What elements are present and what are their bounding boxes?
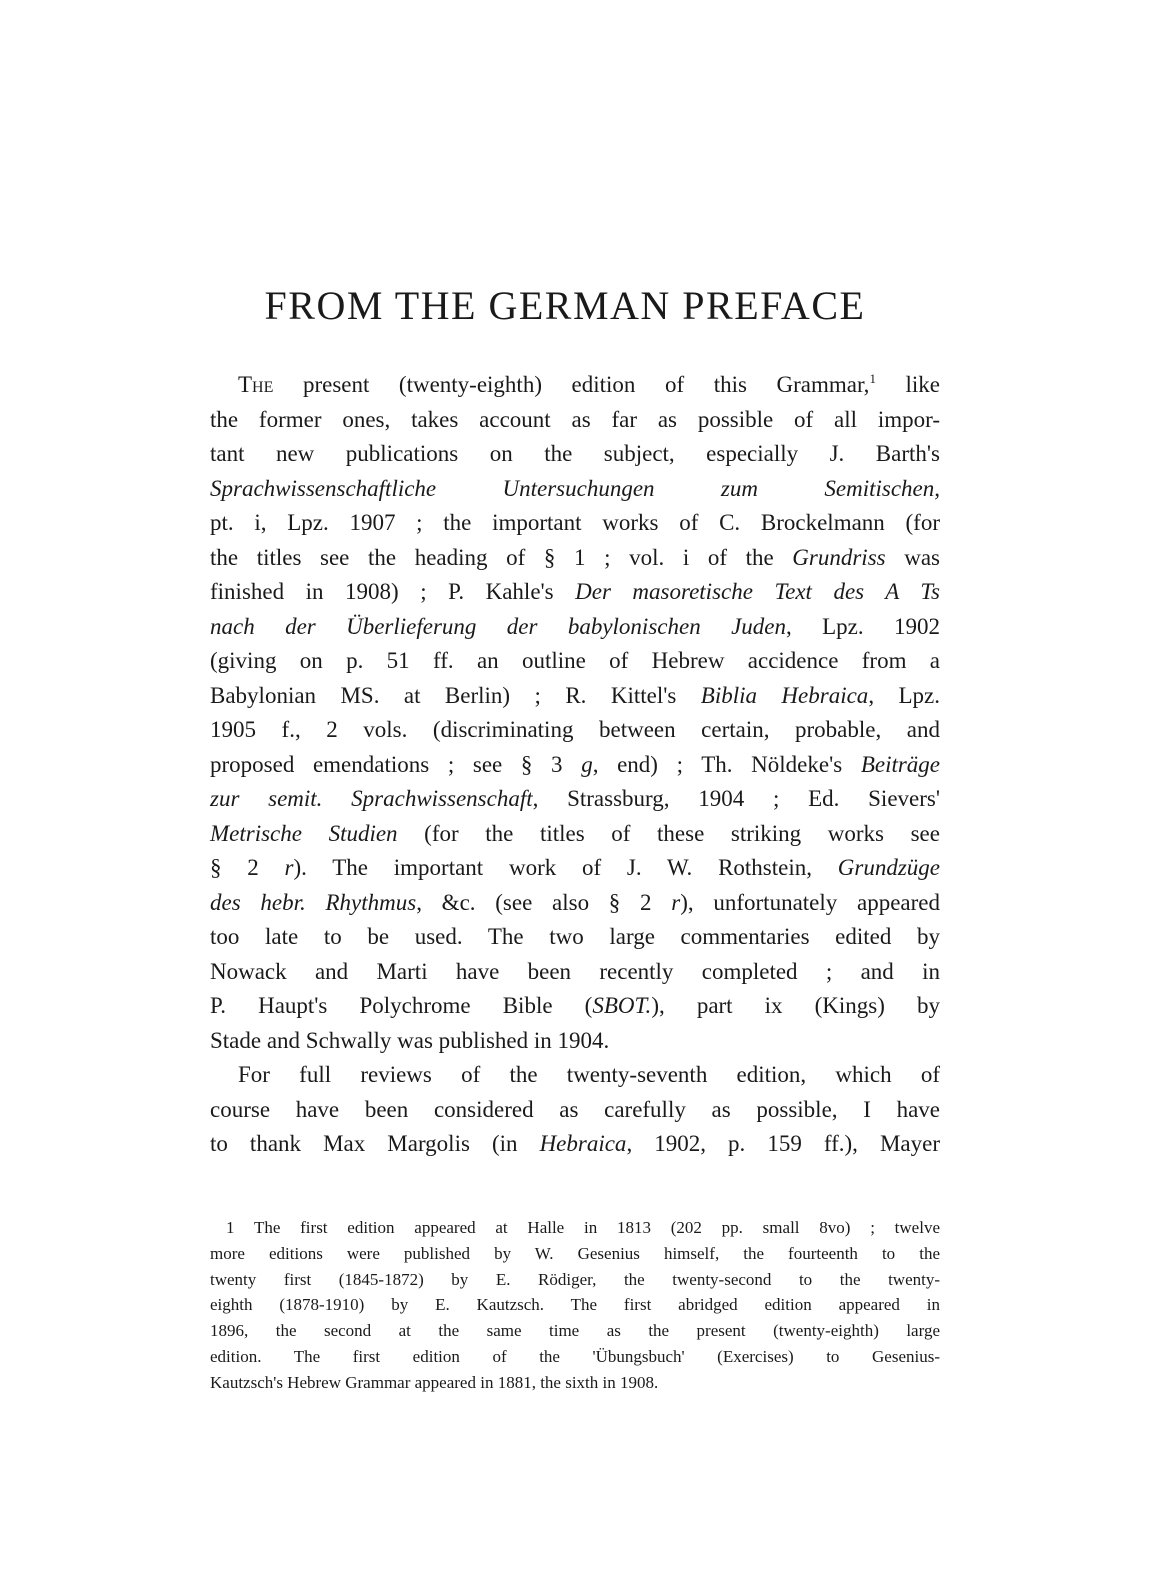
italic-text: Beiträge (860, 751, 941, 777)
footnote-line: Kautzsch's Hebrew Grammar appeared in 1881, the sixth in 1908. (210, 1372, 659, 1392)
text-line (210, 610, 940, 645)
text-line (210, 955, 940, 990)
text-span: was (885, 544, 940, 570)
text-line (210, 368, 940, 403)
text-span: finished in 1908) ; P. Kahle's (210, 579, 576, 604)
text-line (210, 713, 940, 748)
preface-body (210, 368, 940, 1162)
italic-text: Biblia Hebraica (700, 682, 869, 708)
text-span: ), part ix (Kings) by (651, 993, 941, 1018)
text-line (210, 472, 940, 507)
text-span: , 1902, p. 159 ff.), Mayer (626, 1131, 940, 1156)
italic-text: Grundriss (792, 544, 886, 570)
footnote-line: twenty first (1845-1872) by E. Rödiger, the twenty-second to the twenty- (210, 1269, 940, 1289)
text-line (210, 575, 940, 610)
text-span: ). The important work of J. W. Rothstein, (293, 855, 838, 880)
text-line (210, 541, 940, 576)
text-line (210, 851, 940, 886)
text-span: too late to be used. The two large commentaries edited by (210, 924, 940, 949)
text-span: 1905 f., 2 vols. (discriminating between certain, probable, and (210, 717, 940, 742)
text-span: , Lpz. (868, 682, 941, 708)
italic-text: Metrische Studien (210, 820, 398, 846)
text-line (210, 679, 940, 714)
text-line (210, 1093, 940, 1128)
text-span: (for the titles of these striking works see (397, 820, 940, 846)
text-line (210, 403, 940, 438)
text-span: to thank Max Margolis (in (210, 1131, 540, 1156)
page-title: FROM THE GERMAN PREFACE (264, 283, 866, 328)
text-line (210, 782, 940, 817)
text-span: P. Haupt's Polychrome Bible ( (210, 993, 593, 1018)
text-span: course have been considered as carefully as possible, I have (210, 1096, 940, 1122)
italic-text: zur semit. Sprachwissenschaft (210, 786, 533, 811)
italic-text: Hebraica (539, 1131, 627, 1156)
text-span: § 2 (210, 855, 285, 880)
italic-text: des hebr. Rhythmus (210, 889, 417, 915)
footnote-line: eighth (1878-1910) by E. Kautzsch. The first abridged edition appeared in (210, 1295, 940, 1315)
text-span: present (twenty-eighth) edition of this Grammar, (273, 372, 870, 397)
text-span: Stade and Schwally was published in 1904. (210, 1027, 610, 1053)
text-span: pt. i, Lpz. 1907 ; the important works of C. Brockelmann (for (210, 510, 940, 535)
italic-text: SBOT. (592, 993, 652, 1018)
text-line (210, 989, 940, 1024)
text-line (210, 644, 940, 679)
small-caps-text: The (238, 372, 274, 397)
text-span: For full reviews of the twenty-seventh edition, which of (238, 1062, 940, 1087)
italic-text: Sprachwissenschaftliche Untersuchungen zum Semitischen, (210, 475, 940, 501)
text-line (210, 748, 940, 783)
footnote-line: 1896, the second at the same time as the present (twenty-eighth) large (210, 1321, 940, 1341)
text-line (210, 886, 940, 921)
text-span: , end) ; Th. Nöldeke's (592, 751, 861, 777)
text-line (210, 920, 940, 955)
text-span: like (875, 372, 940, 397)
text-span: , Lpz. 1902 (785, 613, 940, 639)
italic-text: Grundzüge (837, 855, 940, 880)
italic-text: r (671, 889, 681, 915)
text-span: tant new publications on the subject, especially J. Barth's (210, 441, 940, 466)
text-line (210, 506, 940, 541)
text-span: ), unfortunately appeared (680, 889, 940, 915)
footnote-line: 1 The first edition appeared at Halle in 1813 (202 pp. small 8vo) ; twelve (226, 1218, 940, 1237)
footnote-marker: 1 (869, 371, 876, 386)
text-line (210, 1058, 940, 1093)
text-span: Nowack and Marti have been recently completed ; and in (210, 958, 940, 984)
italic-text: r (284, 855, 294, 880)
footnote-line: edition. The first edition of the 'Übungsbuch' (Exercises) to Gesenius- (210, 1346, 940, 1366)
text-span: , &c. (see also § 2 (416, 889, 672, 915)
text-span: the former ones, takes account as far as possible of all impor- (210, 406, 940, 432)
text-line (210, 817, 940, 852)
text-line (210, 437, 940, 472)
italic-text: nach der Überlieferung der babylonischen Juden (210, 613, 786, 639)
text-span: (giving on p. 51 ff. an outline of Hebrew accidence from a (210, 648, 940, 673)
italic-text: Der masoretische Text des A Ts (575, 579, 940, 604)
text-span: , Strassburg, 1904 ; Ed. Sievers' (532, 786, 940, 811)
text-span: proposed emendations ; see § 3 (210, 751, 582, 777)
text-span: Babylonian MS. at Berlin) ; R. Kittel's (210, 682, 701, 708)
italic-text: g (581, 751, 593, 777)
text-span: the titles see the heading of § 1 ; vol. i of the (210, 544, 793, 570)
footnote-line: more editions were published by W. Gesenius himself, the fourteenth to the (210, 1243, 940, 1263)
text-line (210, 1024, 940, 1059)
text-line (210, 1127, 940, 1162)
footnote-block (210, 1215, 940, 1396)
